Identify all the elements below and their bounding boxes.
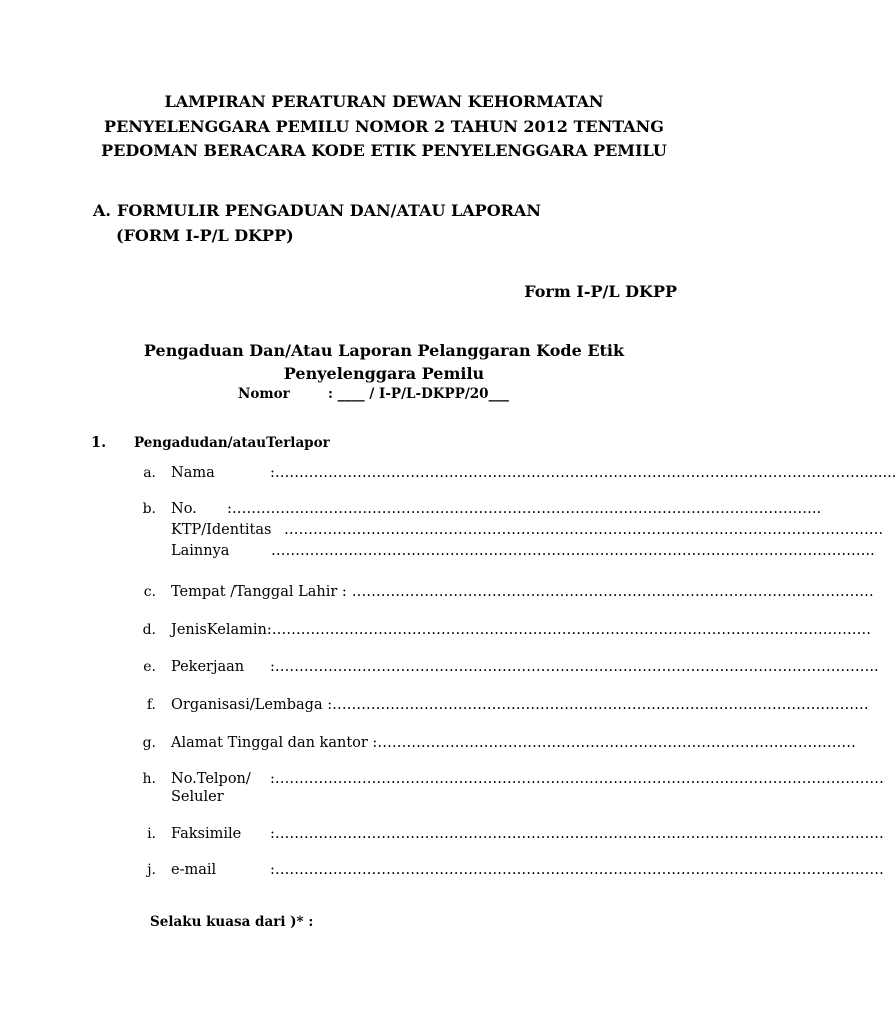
fill-line-jenis-kelamin: ……………………………………………………………………………………………………………. bbox=[271, 622, 871, 638]
fill-line-faksimile: :……………………………………………………………………………………………………………… bbox=[270, 826, 884, 842]
field-label-email: e-mail bbox=[171, 862, 217, 878]
item-letter-f: f. bbox=[146, 697, 156, 713]
field-label-lainnya: Lainnya bbox=[171, 543, 230, 559]
field-label-faksimile: Faksimile bbox=[171, 826, 242, 842]
field-row-email bbox=[171, 861, 884, 879]
fill-line-alamat: ……………………………………………………………………………………… bbox=[377, 735, 856, 751]
field-row-jenis-kelamin bbox=[171, 621, 871, 639]
item-letter-g: g. bbox=[142, 735, 156, 751]
item-letter-a: a. bbox=[143, 465, 156, 481]
field-row-lainnya bbox=[171, 542, 875, 560]
field-row-alamat bbox=[171, 734, 856, 752]
form-title-line-2: Penyelenggara Pemilu bbox=[283, 364, 485, 383]
fill-line-lainnya: …………………………………………………………………………………………………………….. bbox=[271, 543, 875, 559]
item-letter-j: j. bbox=[147, 862, 156, 878]
section-a-marker: A. bbox=[93, 201, 111, 220]
field-row-pekerjaan bbox=[171, 658, 879, 676]
item-letter-i: i. bbox=[147, 826, 156, 842]
field-label-alamat: Alamat Tinggal dan kantor : bbox=[171, 735, 378, 751]
item-letter-b: b. bbox=[142, 501, 156, 517]
field-row-ktp-identitas bbox=[171, 521, 884, 539]
item-letter-d: d. bbox=[142, 622, 156, 638]
number-value: : ____ / I-P/L-DKPP/20___ bbox=[328, 386, 509, 402]
appendix-title-line-2: PENYELENGGARA PEMILU NOMOR 2 TAHUN 2012 TENTANG bbox=[104, 117, 664, 136]
field-row-organisasi-lembaga bbox=[171, 696, 869, 714]
field-label-ktp-identitas: KTP/Identitas bbox=[171, 522, 272, 538]
fill-line-pekerjaan: :…………………………………………………………………………………………………………….. bbox=[270, 659, 879, 675]
appendix-title-line-1: LAMPIRAN PERATURAN DEWAN KEHORMATAN bbox=[164, 92, 604, 111]
proxy-label: Selaku kuasa dari )* : bbox=[150, 914, 314, 930]
fill-line-organisasi-lembaga: ………………………………………………………………………………………………… bbox=[332, 697, 869, 713]
item-letter-c: c. bbox=[143, 584, 156, 600]
fill-line-telpon: :……………………………………………………………………………………………………………… bbox=[270, 771, 884, 787]
field-label-jenis-kelamin: JenisKelamin: bbox=[171, 622, 272, 638]
field-label-telpon: No.Telpon/ bbox=[171, 771, 251, 787]
field-label-pekerjaan: Pekerjaan bbox=[171, 659, 245, 675]
part-1-number: 1. bbox=[91, 434, 107, 451]
field-label-tempat-tanggal-lahir: Tempat /Tanggal Lahir : bbox=[171, 584, 347, 600]
number-label: Nomor bbox=[238, 386, 290, 402]
item-letter-e: e. bbox=[143, 659, 156, 675]
fill-line-no: :………………………………………………………………………………………………………….. bbox=[227, 501, 822, 517]
field-row-no bbox=[171, 500, 822, 518]
section-a-subheading: (FORM I-P/L DKPP) bbox=[116, 226, 294, 245]
field-row-nama bbox=[171, 464, 896, 482]
form-title-line-1: Pengaduan Dan/Atau Laporan Pelanggaran Kode Etik bbox=[143, 341, 625, 360]
appendix-title-line-3: PEDOMAN BERACARA KODE ETIK PENYELENGGARA PEMILU bbox=[101, 141, 667, 160]
form-code: Form I-P/L DKPP bbox=[524, 282, 677, 301]
field-label-nama: Nama bbox=[171, 465, 215, 481]
fill-line-nama: :…………………………………………………………………………………………………………......... bbox=[270, 465, 896, 481]
field-row-faksimile bbox=[171, 825, 884, 843]
field-label-no: No. bbox=[171, 501, 197, 517]
fill-line-email: :……………………………………………………………………………………………………………… bbox=[270, 862, 884, 878]
fill-line-tempat-tanggal-lahir: ……………………………………………………………………………………………… bbox=[351, 584, 874, 600]
field-row-telpon bbox=[171, 770, 884, 788]
fill-line-ktp-identitas: ……………………………………………………………………………………………………………. bbox=[284, 522, 884, 538]
section-a-heading: FORMULIR PENGADUAN DAN/ATAU LAPORAN bbox=[117, 201, 541, 220]
field-row-tempat-tanggal-lahir bbox=[171, 583, 874, 601]
item-letter-h: h. bbox=[142, 771, 156, 787]
field-label-organisasi-lembaga: Organisasi/Lembaga : bbox=[171, 697, 333, 713]
field-label-seluler: Seluler bbox=[171, 789, 224, 805]
part-1-heading: Pengadudan/atauTerlapor bbox=[134, 435, 330, 451]
